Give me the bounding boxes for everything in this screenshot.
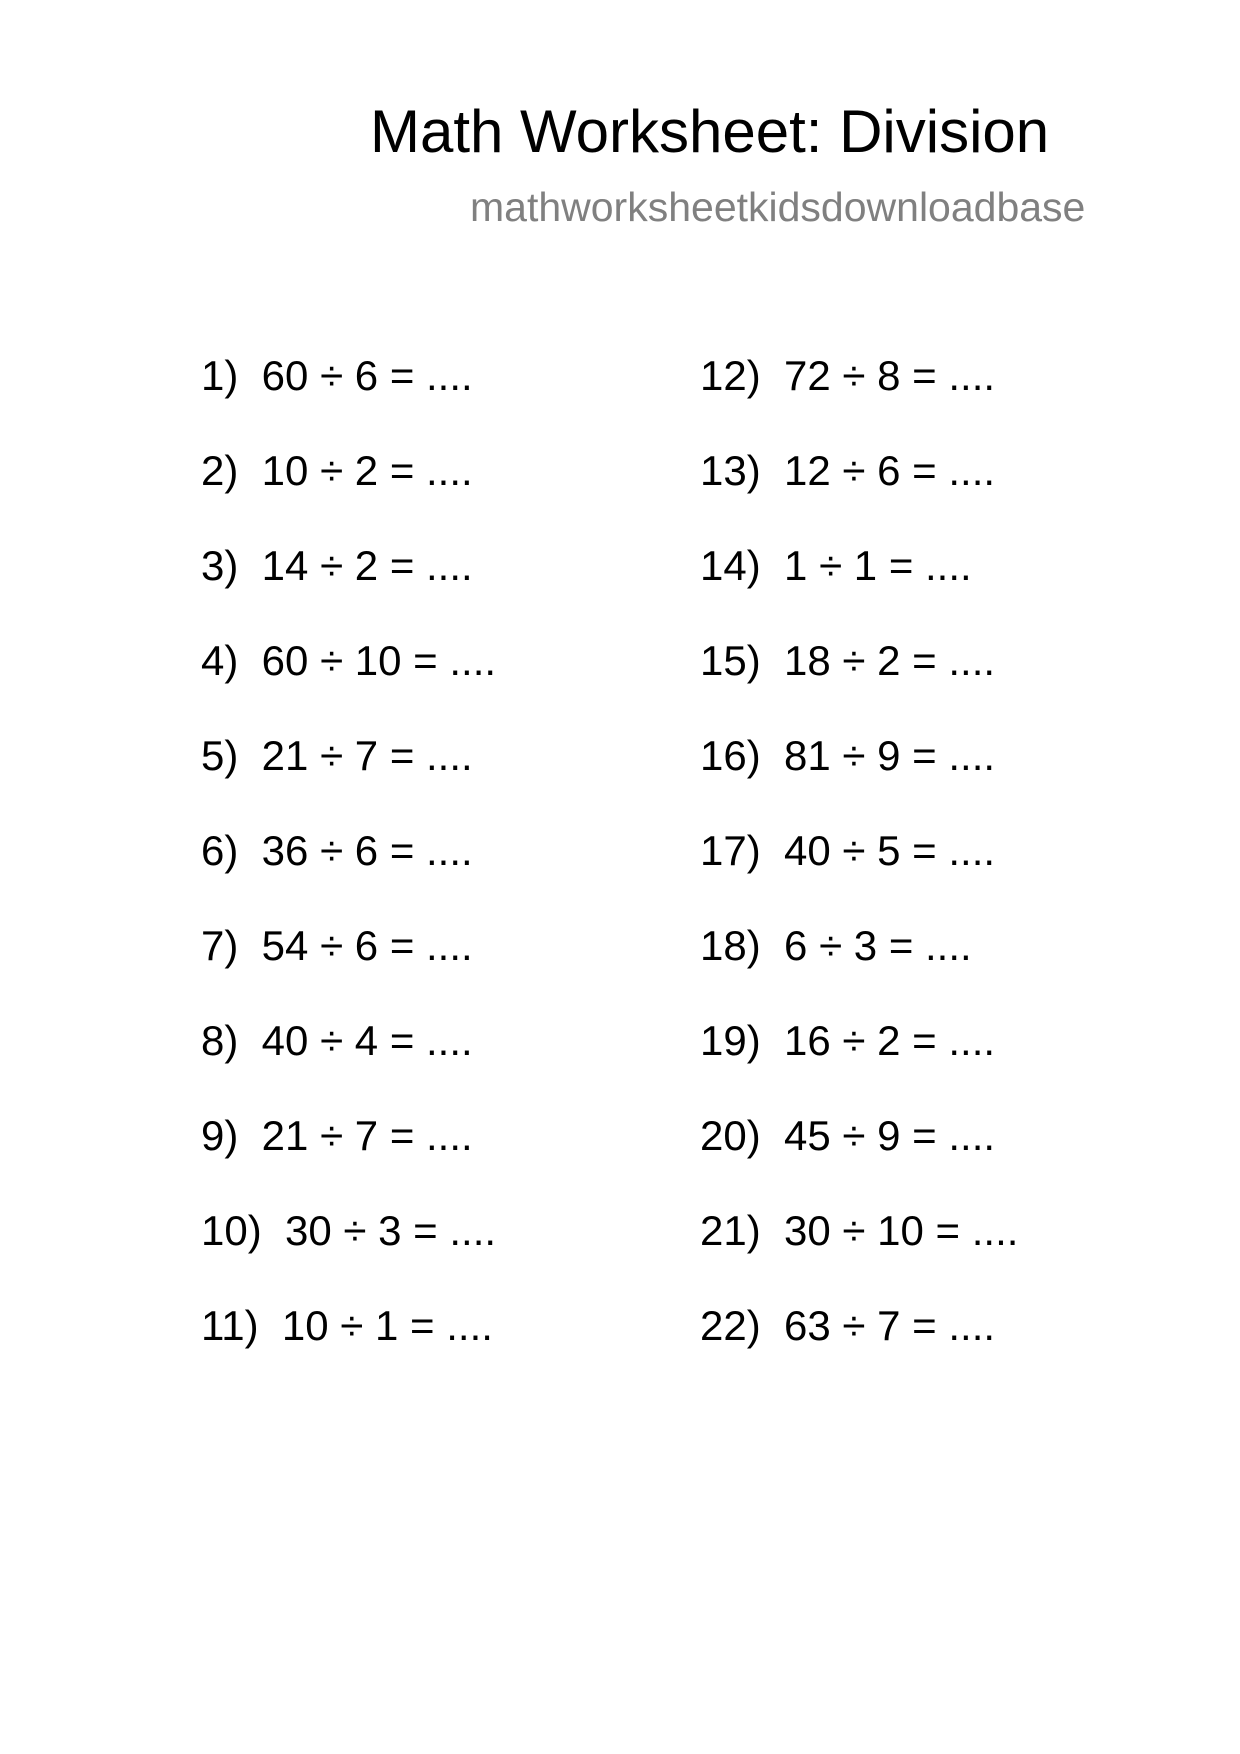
problem-item: 8) 40 ÷ 4 = .... — [201, 1017, 473, 1064]
problem-item: 3) 14 ÷ 2 = .... — [201, 542, 473, 589]
problem-item: 11) 10 ÷ 1 = .... — [201, 1302, 493, 1349]
problem-item: 18) 6 ÷ 3 = .... — [700, 922, 972, 969]
problem-item: 12) 72 ÷ 8 = .... — [700, 352, 996, 399]
problems-column-left — [201, 350, 496, 1395]
problems-column-right — [700, 350, 1018, 1395]
problem-item: 20) 45 ÷ 9 = .... — [700, 1112, 996, 1159]
problem-item: 10) 30 ÷ 3 = .... — [201, 1207, 497, 1254]
problem-item: 14) 1 ÷ 1 = .... — [700, 542, 972, 589]
problem-item: 21) 30 ÷ 10 = .... — [700, 1207, 1019, 1254]
problem-item: 1) 60 ÷ 6 = .... — [201, 352, 473, 399]
problem-item: 19) 16 ÷ 2 = .... — [700, 1017, 996, 1064]
problem-item: 15) 18 ÷ 2 = .... — [700, 637, 996, 684]
problem-item: 9) 21 ÷ 7 = .... — [201, 1112, 473, 1159]
problem-item: 4) 60 ÷ 10 = .... — [201, 637, 497, 684]
problem-item: 2) 10 ÷ 2 = .... — [201, 447, 473, 494]
problem-item: 22) 63 ÷ 7 = .... — [700, 1302, 996, 1349]
problem-item: 7) 54 ÷ 6 = .... — [201, 922, 473, 969]
problem-item: 17) 40 ÷ 5 = .... — [700, 827, 996, 874]
problem-item: 5) 21 ÷ 7 = .... — [201, 732, 473, 779]
page-title: Math Worksheet: Division — [370, 98, 1050, 165]
problem-item: 16) 81 ÷ 9 = .... — [700, 732, 996, 779]
source-subtitle: mathworksheetkidsdownloadbase — [470, 184, 1086, 230]
problem-item: 13) 12 ÷ 6 = .... — [700, 447, 996, 494]
problem-item: 6) 36 ÷ 6 = .... — [201, 827, 473, 874]
